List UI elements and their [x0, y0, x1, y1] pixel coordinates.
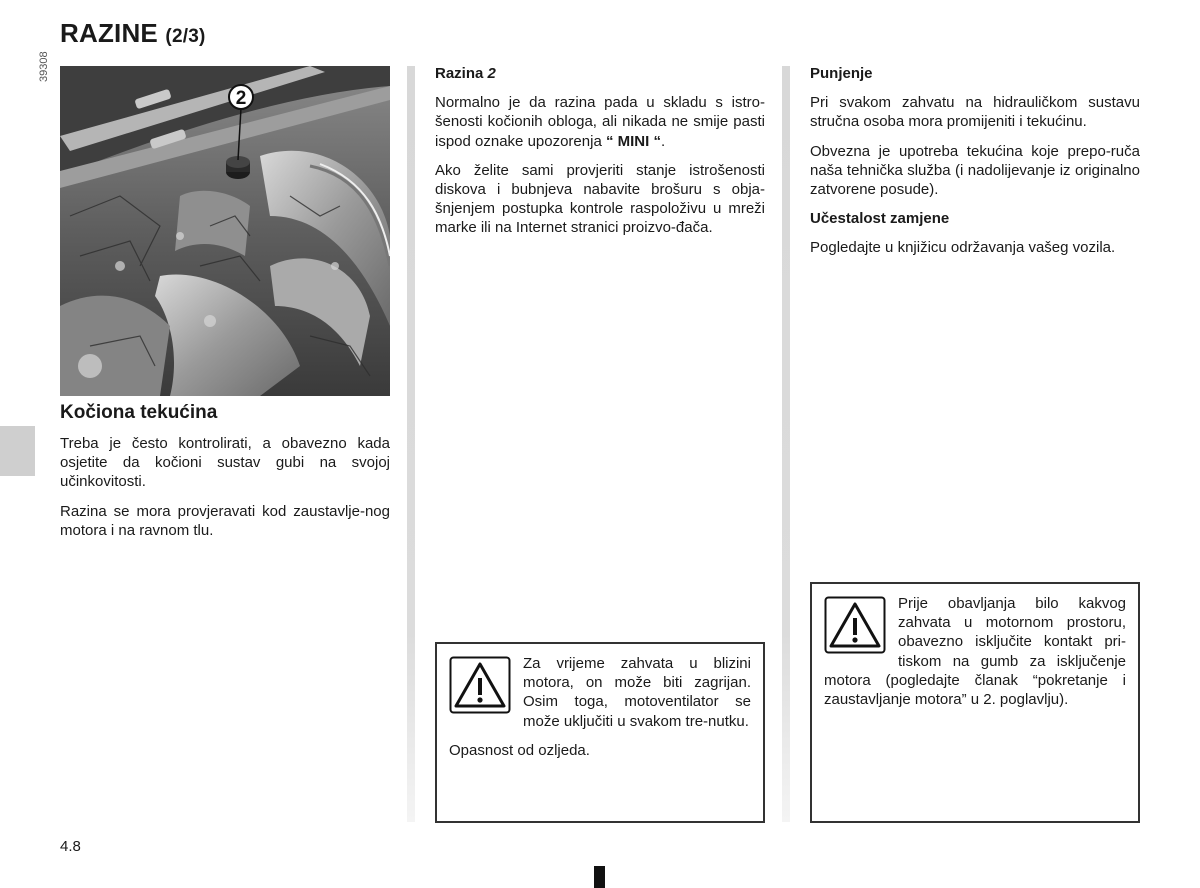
paragraph: Treba je često kontrolirati, a obavezno kada osjetite da kočioni sustav gubi na svojoj učinkovitosti.	[60, 435, 390, 491]
page-number: 4.8	[60, 838, 81, 855]
paragraph: Razina se mora provjeravati kod zaustavlje-nog motora i na ravnom tlu.	[60, 502, 390, 539]
paragraph: Obvezna je upotreba tekućina koje prepo-ruča naša tehnička služba (i nadolijevanje iz originalno zatvorene posude).	[810, 142, 1140, 199]
column-divider	[407, 66, 415, 822]
col1-text	[60, 434, 390, 550]
warning-box	[435, 642, 765, 823]
engine-bay-photo	[60, 66, 390, 396]
warning-triangle-icon	[449, 656, 511, 714]
callout-label: 2	[235, 88, 247, 109]
warning-box	[810, 582, 1140, 823]
page-marker	[594, 866, 605, 888]
subheading: Razina 2	[435, 65, 496, 82]
warning-triangle-icon	[824, 596, 886, 654]
warning-text: Za vrijeme zahvata u blizini motora, on može biti zagrijan. Osim toga, motoventilator se može uključiti u svakom tre-nutku.	[523, 655, 751, 730]
warning-text: Prije obavljanja bilo kakvog zahvata u motornom prostoru, obavezno isključite kontakt pri-tiskom na gumb za isključenje motora (pogledajte članak “pokretanje i zaustavljanje motora” u 2. poglavlju).	[824, 595, 1126, 709]
section-heading: Kočiona tekućina	[60, 402, 218, 423]
column-divider	[782, 66, 790, 822]
subheading: Učestalost zamjene	[810, 210, 950, 228]
chapter-tab	[0, 426, 35, 476]
subheading: Punjenje	[810, 65, 873, 82]
paragraph: Pri svakom zahvatu na hidrauličkom sustavu stručna osoba mora promijeniti i tekućinu.	[810, 94, 1140, 131]
paragraph: Ako želite sami provjeriti stanje istrošenosti diskova i bubnjeva nabavite brošuru s obja-šnjenjem postupka kontrole raspoloživu u mreži marke ili na Internet stranici proizvo-đača.	[435, 161, 765, 237]
paragraph: Normalno je da razina pada u skladu s istro-šenosti kočionih obloga, ali nikada ne smije pasti ispod oznake upozorenja “ MINI “.	[435, 94, 765, 150]
col2-text	[435, 64, 765, 248]
paragraph: Pogledajte u knjižicu održavanja vašeg vozila.	[810, 239, 1116, 257]
page-title: RAZINE (2/3)	[60, 18, 206, 48]
warning-text: Opasnost od ozljeda.	[449, 741, 590, 759]
figure-code: 39308	[38, 51, 50, 82]
col3-text	[810, 64, 1140, 268]
